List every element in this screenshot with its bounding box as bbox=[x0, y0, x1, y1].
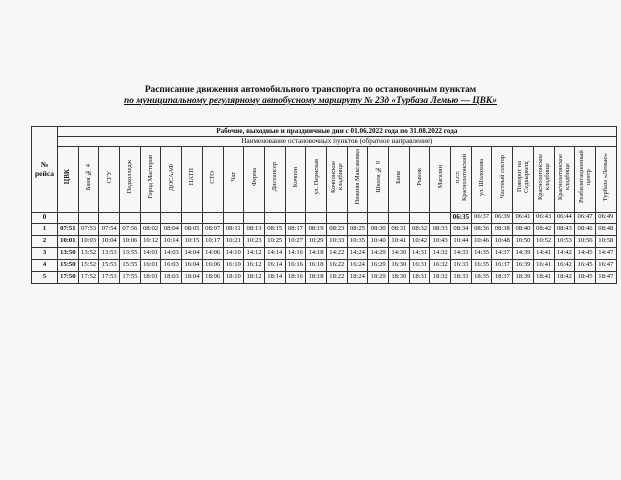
time-cell: 08:19 bbox=[306, 223, 327, 235]
stop-name: Турбаза «Лемью» bbox=[602, 152, 610, 202]
stop-header-cell bbox=[430, 147, 451, 213]
time-cell: 14:33 bbox=[451, 247, 472, 259]
time-cell: 17:53 bbox=[99, 271, 120, 283]
time-cell: 14:39 bbox=[513, 247, 534, 259]
stop-header-cell bbox=[202, 147, 223, 213]
stops-header: Наименование остановочных пунктов (обратное направление) bbox=[58, 137, 617, 147]
time-cell: 08:43 bbox=[554, 223, 575, 235]
stop-header-cell bbox=[326, 147, 347, 213]
stop-header-cell bbox=[78, 147, 99, 213]
time-cell: 18:41 bbox=[533, 271, 554, 283]
document-title: Расписание движения автомобильного транспорта по остановочным пунктам bbox=[144, 85, 477, 95]
time-cell bbox=[409, 212, 430, 223]
time-cell: 08:42 bbox=[533, 223, 554, 235]
time-cell: 10:44 bbox=[451, 235, 472, 247]
time-cell: 16:22 bbox=[326, 259, 347, 271]
trip-row bbox=[32, 235, 617, 247]
stop-names-row bbox=[32, 147, 617, 213]
time-cell: 16:31 bbox=[409, 259, 430, 271]
time-cell: 10:25 bbox=[264, 235, 285, 247]
stop-header-cell bbox=[533, 147, 554, 213]
time-cell: 06:41 bbox=[513, 212, 534, 223]
stop-header-cell bbox=[306, 147, 327, 213]
time-cell: 16:33 bbox=[451, 259, 472, 271]
time-cell: 10:21 bbox=[223, 235, 244, 247]
time-cell: 14:06 bbox=[202, 247, 223, 259]
time-cell bbox=[389, 212, 410, 223]
time-cell: 14:37 bbox=[492, 247, 513, 259]
time-cell: 10:58 bbox=[595, 235, 616, 247]
time-cell: 16:37 bbox=[492, 259, 513, 271]
time-cell: 14:41 bbox=[533, 247, 554, 259]
stop-header-cell bbox=[120, 147, 141, 213]
stop-name: Педколледж bbox=[126, 160, 134, 194]
trip-number: 0 bbox=[32, 212, 58, 223]
time-cell: 10:52 bbox=[533, 235, 554, 247]
time-cell bbox=[244, 212, 265, 223]
time-cell: 16:29 bbox=[368, 259, 389, 271]
trip-row bbox=[32, 223, 617, 235]
time-cell: 14:18 bbox=[306, 247, 327, 259]
time-cell bbox=[99, 212, 120, 223]
stop-name: ЦВК bbox=[63, 169, 72, 185]
time-cell bbox=[264, 212, 285, 223]
time-cell: 18:06 bbox=[202, 271, 223, 283]
time-cell: 16:41 bbox=[533, 259, 554, 271]
time-cell: 16:12 bbox=[244, 259, 265, 271]
time-cell: 16:39 bbox=[513, 259, 534, 271]
time-cell bbox=[285, 212, 306, 223]
stop-name: ДОСААФ bbox=[167, 163, 175, 191]
time-cell bbox=[202, 212, 223, 223]
time-cell: 15:52 bbox=[78, 259, 99, 271]
stop-header-cell bbox=[595, 147, 616, 213]
time-cell bbox=[430, 212, 451, 223]
trip-row bbox=[32, 247, 617, 259]
stop-header-cell bbox=[285, 147, 306, 213]
time-cell: 18:45 bbox=[575, 271, 596, 283]
stop-name: Магазин bbox=[436, 165, 444, 189]
route-subtitle: по муниципальному регулярному автобусному маршруту № 23д «Турбаза Лемью — ЦВК» bbox=[124, 96, 497, 106]
time-cell: 10:53 bbox=[554, 235, 575, 247]
stop-header-cell bbox=[161, 147, 182, 213]
time-cell: 10:29 bbox=[306, 235, 327, 247]
time-cell: 08:30 bbox=[368, 223, 389, 235]
stop-name: Поворот на Седкыркещ bbox=[515, 161, 530, 193]
time-cell: 07:51 bbox=[58, 223, 79, 235]
stop-header-cell bbox=[244, 147, 265, 213]
trip-number-header-text: № рейса bbox=[35, 160, 54, 179]
trip-number: 3 bbox=[32, 247, 58, 259]
time-cell: 14:22 bbox=[326, 247, 347, 259]
stop-name: Школа № 9 bbox=[374, 161, 382, 193]
stop-header-cell bbox=[554, 147, 575, 213]
time-cell: 06:37 bbox=[471, 212, 492, 223]
time-cell: 10:17 bbox=[202, 235, 223, 247]
time-cell: 14:16 bbox=[285, 247, 306, 259]
time-cell: 10:42 bbox=[409, 235, 430, 247]
trip-row bbox=[32, 259, 617, 271]
stop-name: Реабилитационный центр bbox=[578, 150, 593, 204]
time-cell: 18:31 bbox=[409, 271, 430, 283]
stop-header-cell bbox=[347, 147, 368, 213]
time-cell: 16:18 bbox=[306, 259, 327, 271]
time-cell: 18:30 bbox=[389, 271, 410, 283]
time-cell: 10:48 bbox=[492, 235, 513, 247]
time-cell: 08:40 bbox=[513, 223, 534, 235]
stop-name: ПАТП bbox=[188, 168, 196, 186]
time-cell: 18:37 bbox=[492, 271, 513, 283]
time-cell: 16:24 bbox=[347, 259, 368, 271]
time-cell: 06:44 bbox=[554, 212, 575, 223]
trip-number: 1 bbox=[32, 223, 58, 235]
time-cell: 10:01 bbox=[58, 235, 79, 247]
stop-header-cell bbox=[389, 147, 410, 213]
time-cell: 16:45 bbox=[575, 259, 596, 271]
time-cell: 18:01 bbox=[140, 271, 161, 283]
time-cell: 13:50 bbox=[58, 247, 79, 259]
time-cell: 10:50 bbox=[513, 235, 534, 247]
time-cell: 16:14 bbox=[264, 259, 285, 271]
time-cell: 13:55 bbox=[120, 247, 141, 259]
time-cell: 07:56 bbox=[120, 223, 141, 235]
stop-header-cell bbox=[58, 147, 79, 213]
stop-name: Чат bbox=[229, 172, 237, 182]
time-cell: 18:10 bbox=[223, 271, 244, 283]
time-cell: 13:52 bbox=[78, 247, 99, 259]
time-cell: 08:17 bbox=[285, 223, 306, 235]
stop-header-cell bbox=[513, 147, 534, 213]
time-cell: 08:11 bbox=[223, 223, 244, 235]
time-cell: 14:42 bbox=[554, 247, 575, 259]
time-cell: 06:39 bbox=[492, 212, 513, 223]
trip-row bbox=[32, 271, 617, 283]
time-cell: 18:32 bbox=[430, 271, 451, 283]
time-cell bbox=[326, 212, 347, 223]
trip-row bbox=[32, 212, 617, 223]
time-cell: 08:07 bbox=[202, 223, 223, 235]
time-cell bbox=[58, 212, 79, 223]
time-cell: 08:48 bbox=[595, 223, 616, 235]
time-cell: 14:30 bbox=[389, 247, 410, 259]
time-cell bbox=[120, 212, 141, 223]
time-cell bbox=[306, 212, 327, 223]
trip-number-header bbox=[32, 127, 58, 213]
time-cell: 18:42 bbox=[554, 271, 575, 283]
stop-header-cell bbox=[451, 147, 472, 213]
time-cell bbox=[223, 212, 244, 223]
time-cell: 06:47 bbox=[575, 212, 596, 223]
time-cell: 16:10 bbox=[223, 259, 244, 271]
time-cell: 16:06 bbox=[202, 259, 223, 271]
time-cell: 08:34 bbox=[451, 223, 472, 235]
time-cell: 08:32 bbox=[409, 223, 430, 235]
stop-name: Нижняя Максаковка bbox=[353, 149, 361, 205]
period-header: Рабочие, выходные и праздничные дни с 01.06.2022 года по 31.08.2022 года bbox=[58, 127, 617, 137]
time-cell: 18:22 bbox=[326, 271, 347, 283]
time-cell: 10:35 bbox=[347, 235, 368, 247]
time-cell: 16:47 bbox=[595, 259, 616, 271]
time-cell: 18:16 bbox=[285, 271, 306, 283]
stop-name: СГУ bbox=[105, 170, 113, 184]
stop-name: п.г.т. Краснозатонский bbox=[453, 153, 468, 201]
time-cell: 17:50 bbox=[58, 271, 79, 283]
time-cell: 14:03 bbox=[161, 247, 182, 259]
stop-header-cell bbox=[575, 147, 596, 213]
stop-header-cell bbox=[368, 147, 389, 213]
time-cell: 10:06 bbox=[120, 235, 141, 247]
time-cell: 14:24 bbox=[347, 247, 368, 259]
stop-header-cell bbox=[471, 147, 492, 213]
stop-name: Баня bbox=[395, 170, 403, 184]
time-cell: 14:45 bbox=[575, 247, 596, 259]
time-cell: 16:30 bbox=[389, 259, 410, 271]
stop-name: Кочпон bbox=[291, 166, 299, 188]
stop-name: Ферма bbox=[250, 168, 258, 186]
stop-header-cell bbox=[140, 147, 161, 213]
time-cell: 08:04 bbox=[161, 223, 182, 235]
stop-header-cell bbox=[182, 147, 203, 213]
time-cell: 10:14 bbox=[161, 235, 182, 247]
time-cell: 16:03 bbox=[161, 259, 182, 271]
time-cell: 07:54 bbox=[99, 223, 120, 235]
time-cell bbox=[182, 212, 203, 223]
time-cell: 06:43 bbox=[533, 212, 554, 223]
stop-name: Город Мастеров bbox=[147, 155, 155, 199]
time-cell: 08:46 bbox=[575, 223, 596, 235]
stop-name: Краснозатонское кладбище bbox=[536, 154, 551, 200]
time-cell: 10:12 bbox=[140, 235, 161, 247]
time-cell: 07:53 bbox=[78, 223, 99, 235]
time-cell: 18:47 bbox=[595, 271, 616, 283]
time-cell: 16:35 bbox=[471, 259, 492, 271]
stop-header-cell bbox=[409, 147, 430, 213]
time-cell: 16:04 bbox=[182, 259, 203, 271]
time-cell: 08:23 bbox=[326, 223, 347, 235]
schedule-table bbox=[31, 126, 617, 284]
time-cell: 14:10 bbox=[223, 247, 244, 259]
time-cell: 10:33 bbox=[326, 235, 347, 247]
stop-name: ул. Шолохова bbox=[478, 158, 486, 196]
time-cell: 18:29 bbox=[368, 271, 389, 283]
trip-number: 5 bbox=[32, 271, 58, 283]
time-cell: 10:56 bbox=[575, 235, 596, 247]
trip-number: 4 bbox=[32, 259, 58, 271]
time-cell: 08:33 bbox=[430, 223, 451, 235]
time-cell: 10:23 bbox=[244, 235, 265, 247]
time-cell bbox=[140, 212, 161, 223]
time-cell: 18:39 bbox=[513, 271, 534, 283]
time-cell: 15:53 bbox=[99, 259, 120, 271]
time-cell bbox=[161, 212, 182, 223]
time-cell: 18:24 bbox=[347, 271, 368, 283]
stop-header-cell bbox=[264, 147, 285, 213]
time-cell: 14:01 bbox=[140, 247, 161, 259]
time-cell: 14:14 bbox=[264, 247, 285, 259]
time-cell: 18:35 bbox=[471, 271, 492, 283]
time-cell: 18:04 bbox=[182, 271, 203, 283]
time-cell: 10:03 bbox=[78, 235, 99, 247]
time-cell: 16:42 bbox=[554, 259, 575, 271]
time-cell: 14:47 bbox=[595, 247, 616, 259]
time-cell: 18:18 bbox=[306, 271, 327, 283]
time-cell: 14:12 bbox=[244, 247, 265, 259]
time-cell: 14:04 bbox=[182, 247, 203, 259]
stop-header-cell bbox=[492, 147, 513, 213]
time-cell: 10:27 bbox=[285, 235, 306, 247]
time-cell: 08:13 bbox=[244, 223, 265, 235]
time-cell: 14:29 bbox=[368, 247, 389, 259]
time-cell: 17:52 bbox=[78, 271, 99, 283]
time-cell: 18:14 bbox=[264, 271, 285, 283]
stop-name: Диспансер bbox=[271, 162, 279, 192]
time-cell: 15:50 bbox=[58, 259, 79, 271]
time-cell: 18:03 bbox=[161, 271, 182, 283]
time-cell: 08:02 bbox=[140, 223, 161, 235]
stop-name: Частный сектор bbox=[498, 155, 506, 199]
stop-header-cell bbox=[223, 147, 244, 213]
time-cell: 16:16 bbox=[285, 259, 306, 271]
time-cell: 10:41 bbox=[389, 235, 410, 247]
time-cell bbox=[347, 212, 368, 223]
time-cell: 06:35 bbox=[451, 212, 472, 223]
time-cell: 10:46 bbox=[471, 235, 492, 247]
time-cell: 14:31 bbox=[409, 247, 430, 259]
time-cell: 18:33 bbox=[451, 271, 472, 283]
time-cell: 18:12 bbox=[244, 271, 265, 283]
trip-number: 2 bbox=[32, 235, 58, 247]
time-cell: 08:15 bbox=[264, 223, 285, 235]
time-cell: 08:31 bbox=[389, 223, 410, 235]
time-cell: 06:49 bbox=[595, 212, 616, 223]
time-cell: 15:55 bbox=[120, 259, 141, 271]
time-cell: 17:55 bbox=[120, 271, 141, 283]
stop-name: Рынок bbox=[416, 168, 424, 186]
time-cell: 10:04 bbox=[99, 235, 120, 247]
stop-name: Баня № 4 bbox=[85, 163, 93, 191]
stop-name: Кочпонское кладбище bbox=[329, 161, 344, 193]
time-cell bbox=[78, 212, 99, 223]
time-cell: 10:43 bbox=[430, 235, 451, 247]
stop-name: Краснозатонское кладбище bbox=[557, 154, 572, 200]
time-cell: 14:32 bbox=[430, 247, 451, 259]
time-cell: 08:25 bbox=[347, 223, 368, 235]
time-cell: 16:01 bbox=[140, 259, 161, 271]
time-cell: 14:35 bbox=[471, 247, 492, 259]
stop-header-cell bbox=[99, 147, 120, 213]
time-cell: 08:36 bbox=[471, 223, 492, 235]
stop-name: СТО bbox=[209, 170, 217, 184]
stop-name: ул. Пермская bbox=[312, 159, 320, 195]
time-cell: 08:38 bbox=[492, 223, 513, 235]
time-cell: 13:53 bbox=[99, 247, 120, 259]
time-cell: 08:05 bbox=[182, 223, 203, 235]
time-cell bbox=[368, 212, 389, 223]
time-cell: 16:32 bbox=[430, 259, 451, 271]
time-cell: 10:15 bbox=[182, 235, 203, 247]
time-cell: 10:40 bbox=[368, 235, 389, 247]
